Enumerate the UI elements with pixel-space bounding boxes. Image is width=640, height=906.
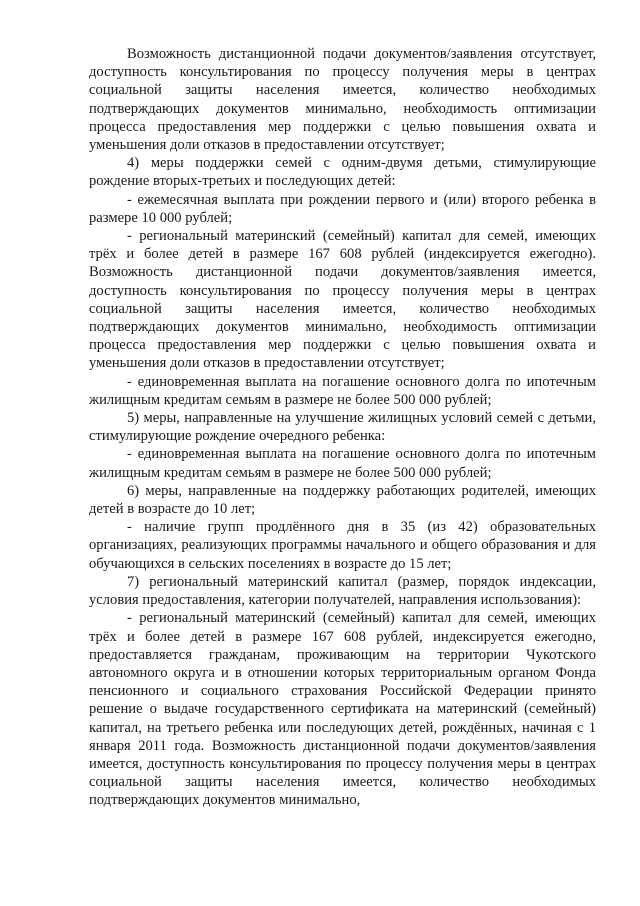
- paragraph-monthly-payment: - ежемесячная выплата при рождении первого и (или) второго ребенка в размере 10 000 рублей;: [89, 191, 596, 226]
- paragraph-mortgage-payment: - единовременная выплата на погашение основного долга по ипотечным жилищным кредитам семьям в размере не более 500 000 рублей;: [89, 373, 596, 408]
- document-page: [89, 45, 596, 810]
- paragraph-extended-day-groups: - наличие групп продлённого дня в 35 (из 42) образовательных организациях, реализующих программы начального и общего образования и для обучающихся в сельских поселениях в возрасте до 15 лет;: [89, 519, 596, 572]
- paragraph-regional-capital-details: - региональный материнский (семейный) капитал для семей, имеющих трёх и более детей в размере 167 608 рублей, индексируется ежегодно, предоставляется гражданам, проживающим на территории Чукотского автономного округа и в отношении которых территориальным органом Фонда пенсионного и социального страхования Российской Федерации принято решение о выдаче государственного сертификата на материнский (семейный) капитал, на третьего ребенка или последующих детей, рождённых, начиная с 1 января 2011 года. Возможность дистанционной подачи документов/заявления имеется, доступность консультирования по процессу получения меры в центрах социальной защиты населения имеется, количество необходимых подтверждающих документов минимально,: [89, 610, 596, 809]
- paragraph-mortgage-payment-2: - единовременная выплата на погашение основного долга по ипотечным жилищным кредитам семьям в размере не более 500 000 рублей;: [89, 446, 596, 481]
- paragraph-regional-capital: - региональный материнский (семейный) капитал для семей, имеющих трёх и более детей в размере 167 608 рублей (индексируется ежегодно). Возможность дистанционной подачи документов/заявления имеется, доступность консультирования по процессу получения меры в центрах социальной защиты населения имеется, количество необходимых подтверждающих документов минимально, необходимость оптимизации процесса предоставления мер поддержки с целью повышения охвата и уменьшения доли отказов в предоставлении отсутствует;: [89, 228, 596, 372]
- paragraph-item-6-heading: 6) меры, направленные на поддержку работающих родителей, имеющих детей в возрасте до 10 лет;: [89, 482, 596, 518]
- paragraph-remote-submission-absent: Возможность дистанционной подачи документов/заявления отсутствует, доступность консультирования по процессу получения меры в центрах социальной защиты населения имеется, количество необходимых подтверждающих документов минимально, необходимость оптимизации процесса предоставления мер поддержки с целью повышения охвата и уменьшения доли отказов в предоставлении отсутствует;: [89, 46, 596, 154]
- paragraph-item-4-heading: 4) меры поддержки семей с одним-двумя детьми, стимулирующие рождение вторых-третьих и последующих детей:: [89, 155, 596, 190]
- paragraph-item-7-heading: 7) региональный материнский капитал (размер, порядок индексации, условия предоставления, категории получателей, направления использования):: [89, 573, 596, 609]
- paragraph-item-5-heading: 5) меры, направленные на улучшение жилищных условий семей с детьми, стимулирующие рождение очередного ребенка:: [89, 410, 596, 445]
